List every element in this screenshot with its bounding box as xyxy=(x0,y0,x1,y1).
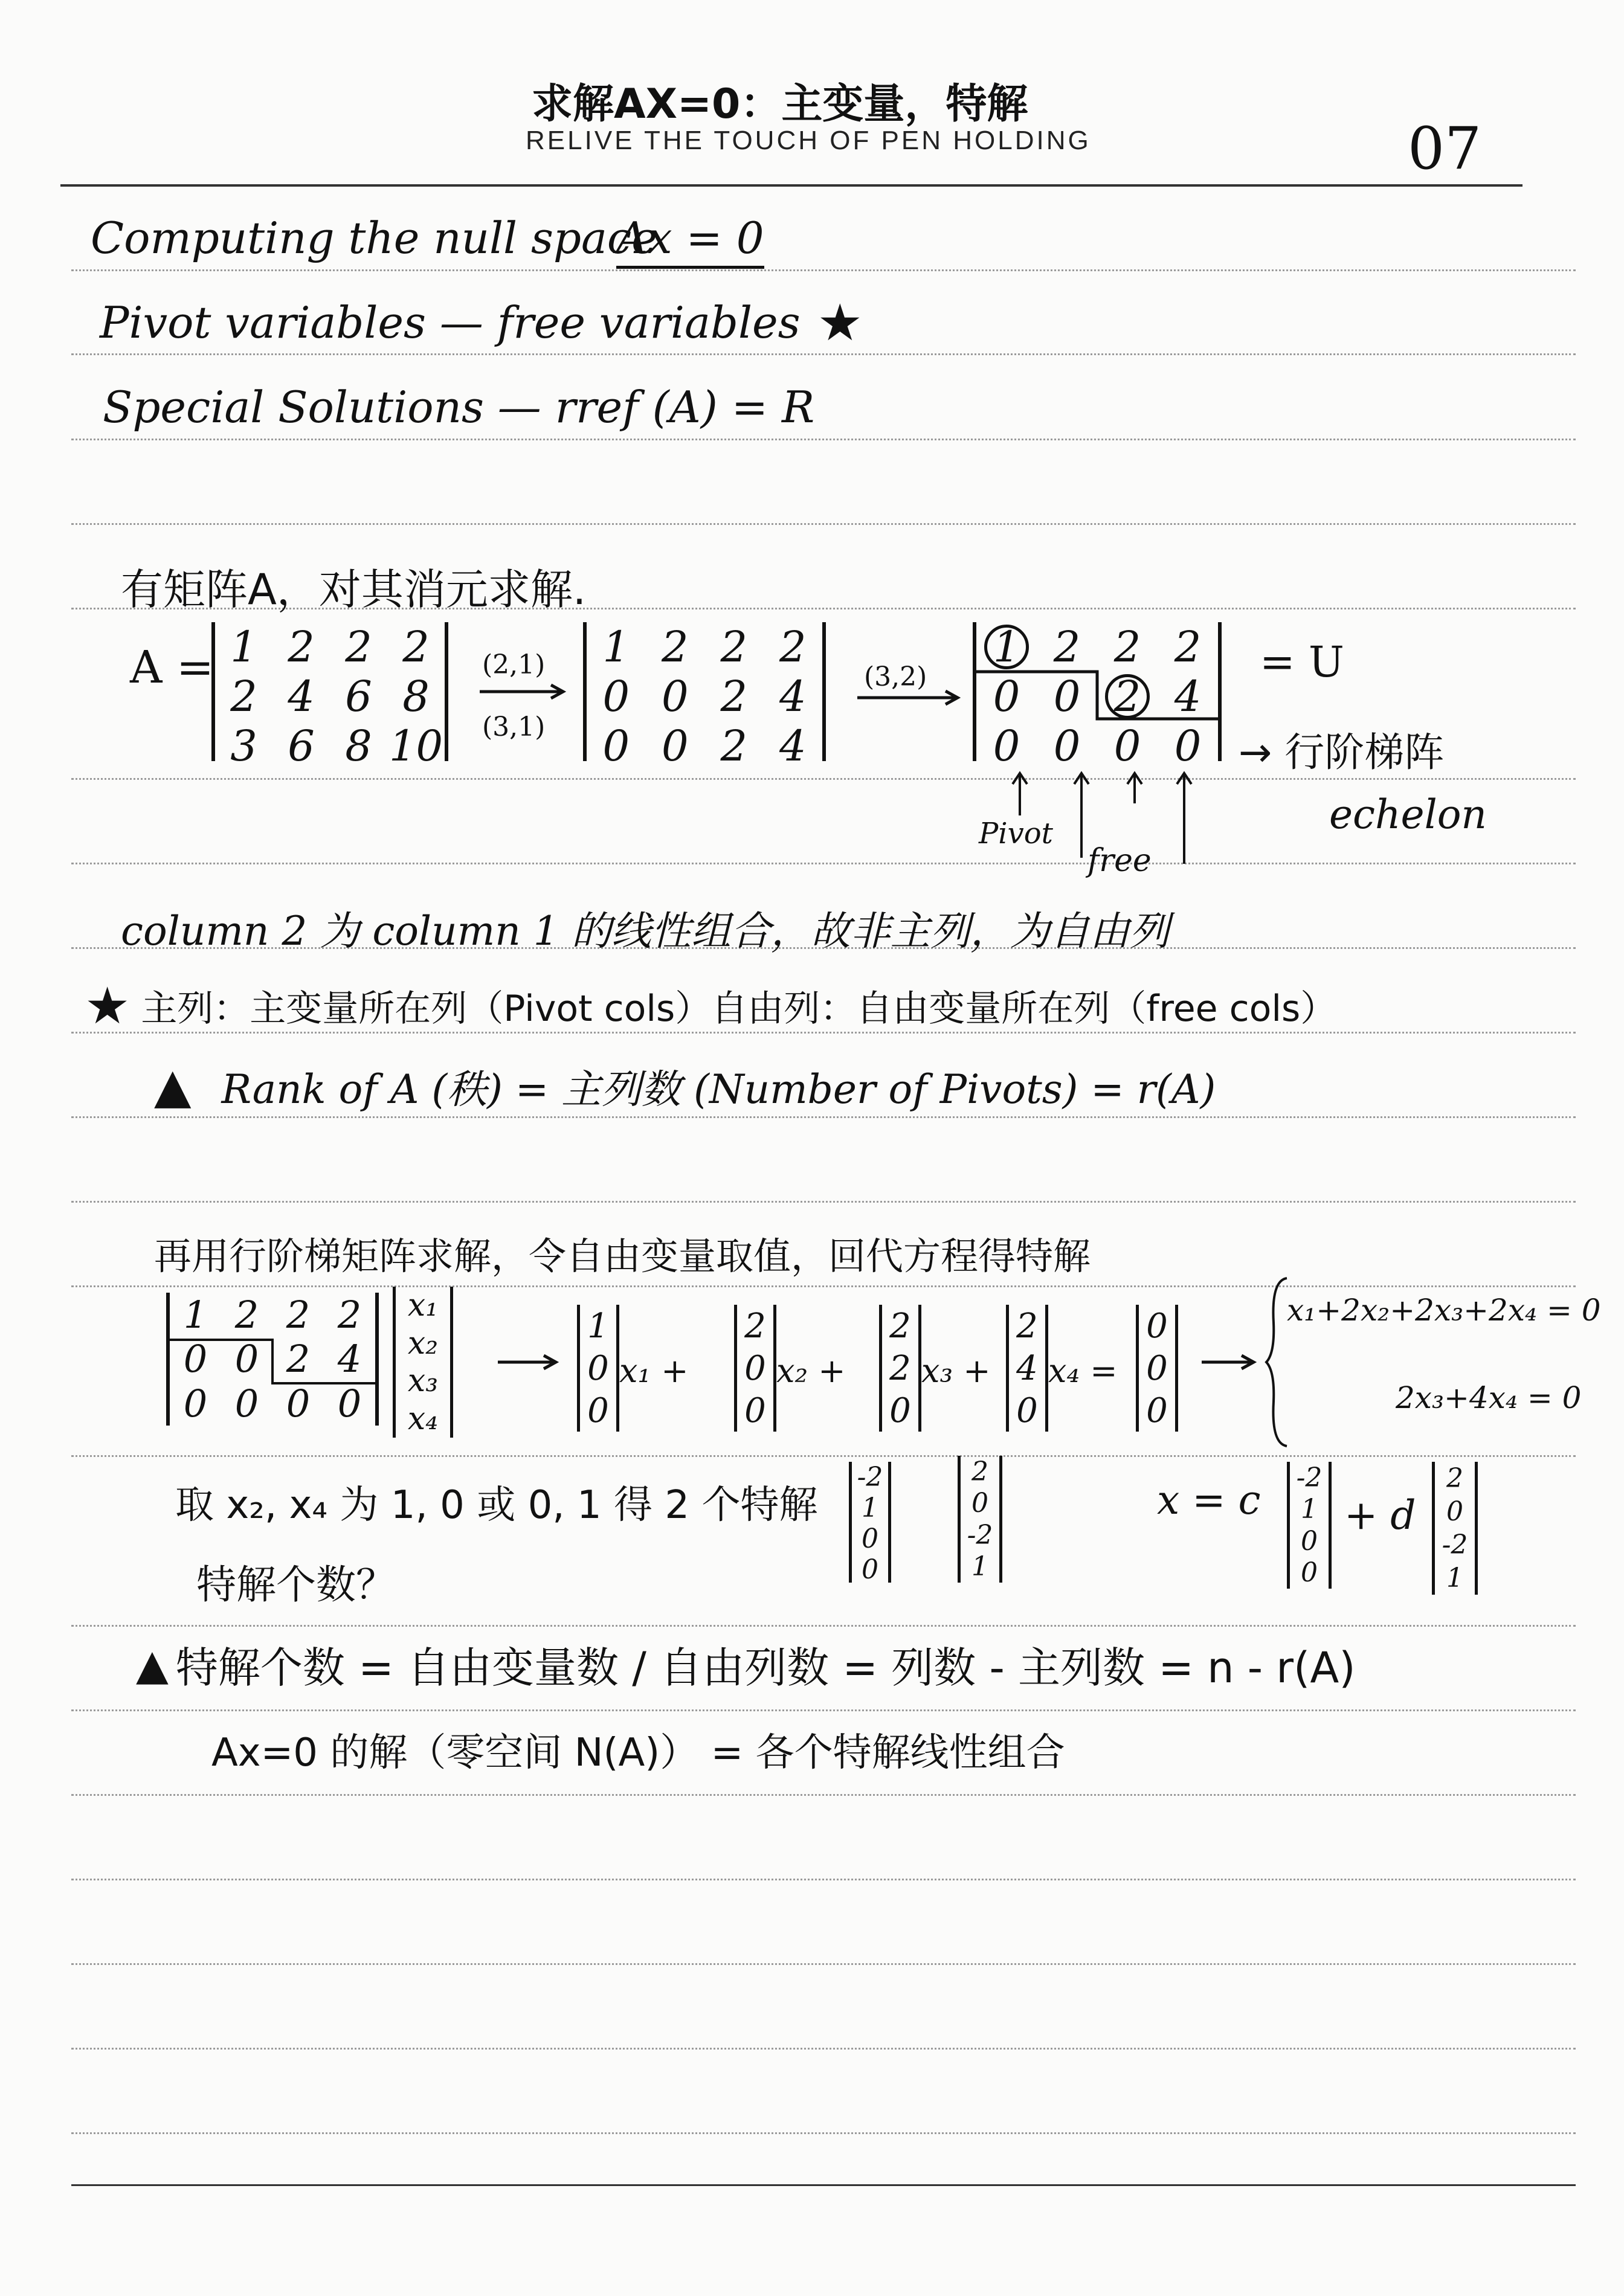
system-equation-2: 2x₃+4x₄ = 0 xyxy=(1396,1380,1582,1415)
topic-computing-null-space: Computing the null space xyxy=(91,213,657,263)
matrix-a xyxy=(211,622,448,771)
special-solution-count-rule xyxy=(136,1634,1356,1695)
matrix-a-cell: 8 xyxy=(402,672,430,721)
column-variable-label: x₄ = xyxy=(1048,1352,1118,1390)
matrix-a-cell: 2 xyxy=(345,622,372,672)
vector-entry: 0 xyxy=(889,1391,911,1430)
general-solution-vector-2 xyxy=(1432,1462,1478,1595)
vector-entry: 4 xyxy=(1016,1348,1038,1388)
system-equation-1: x₁+2x₂+2x₃+2x₄ = 0 xyxy=(1287,1293,1601,1328)
matrix-u-cell: 0 xyxy=(1053,672,1081,721)
right-arrow-icon xyxy=(855,689,964,707)
right-arrow-icon xyxy=(1199,1353,1260,1371)
vector-entry: 2 xyxy=(1016,1306,1038,1346)
vector-entry: 0 xyxy=(1146,1348,1168,1388)
notebook-brand-subtitle: RELIVE THE TOUCH OF PEN HOLDING xyxy=(526,126,1091,155)
u-cell: 0 xyxy=(183,1381,208,1426)
matrix-after-step1 xyxy=(583,622,826,771)
unknown-vector xyxy=(393,1287,453,1438)
u-cell: 2 xyxy=(286,1337,311,1381)
triangle-icon: ▲ xyxy=(136,1639,169,1690)
matrix-u-echelon xyxy=(973,622,1222,771)
star-icon: ★ xyxy=(85,976,130,1035)
general-solution-vector-1 xyxy=(1287,1462,1332,1589)
u-cell: 0 xyxy=(234,1337,259,1381)
null-space-statement: Ax=0 的解（零空间 N(A)） = 各个特解线性组合 xyxy=(211,1731,1065,1775)
vector-entry: 2 xyxy=(744,1306,766,1346)
matrix-b-cell: 1 xyxy=(602,622,630,672)
matrix-u-cell: 0 xyxy=(1174,721,1202,771)
u-cell: 1 xyxy=(183,1293,208,1337)
solution-entry: 0 xyxy=(862,1554,878,1585)
pivot-free-definition xyxy=(85,976,1337,1035)
solution-entry: 0 xyxy=(1446,1496,1463,1527)
vector-entry: 0 xyxy=(1146,1306,1168,1346)
solution-entry: -2 xyxy=(967,1519,993,1551)
solution-entry: -2 xyxy=(1296,1462,1323,1493)
general-solution-x-eq: x = c xyxy=(1157,1477,1261,1523)
back-substitution-intro: 再用行阶梯矩阵求解，令自由变量取值，回代方程得特解 xyxy=(154,1234,1091,1278)
echelon-cn-label: → 行阶梯阵 xyxy=(1239,729,1445,776)
matrix-u-cell: 0 xyxy=(1113,721,1141,771)
matrix-u-cell: 0 xyxy=(1053,721,1081,771)
topic-equation-text: Ax = 0 xyxy=(616,213,764,263)
matrix-b-cell: 2 xyxy=(720,672,748,721)
column-vector-1 xyxy=(577,1305,619,1432)
vector-entry: 0 xyxy=(744,1391,766,1430)
pivot-cell: 1 xyxy=(984,625,1029,669)
triangle-icon: ▲ xyxy=(154,1057,192,1114)
vector-entry: 0 xyxy=(587,1391,609,1430)
unknown-entry: x₂ xyxy=(407,1325,439,1362)
topic-special-solutions: Special Solutions — rref (A) = R xyxy=(103,382,815,433)
header-divider xyxy=(60,184,1522,187)
special-solution-2 xyxy=(958,1456,1002,1583)
matrix-a-cell: 2 xyxy=(402,622,430,672)
unknown-entry: x₃ xyxy=(407,1363,439,1400)
topic-pivot-free-variables: Pivot variables — free variables xyxy=(100,297,801,348)
matrix-a-cell: 1 xyxy=(230,622,257,672)
u-cell: 0 xyxy=(183,1337,208,1381)
equals-u-label: = U xyxy=(1260,637,1344,687)
u-cell: 0 xyxy=(337,1381,362,1426)
u-cell: 2 xyxy=(337,1293,362,1337)
solution-entry: 0 xyxy=(1301,1557,1318,1589)
matrix-u-cell: 2 xyxy=(1113,622,1141,672)
solution-entry: 1 xyxy=(1446,1563,1463,1593)
column-variable-label: x₂ + xyxy=(776,1352,846,1390)
matrix-b-cell: 0 xyxy=(661,721,689,771)
topic-equation-ax0 xyxy=(616,213,764,269)
column-vector-4 xyxy=(1006,1305,1048,1432)
u-cell: 4 xyxy=(337,1337,362,1381)
elimination-step-32: (3,2) xyxy=(864,661,927,692)
u-cell: 0 xyxy=(286,1381,311,1426)
right-arrow-icon xyxy=(477,683,568,701)
u-cell: 0 xyxy=(234,1381,259,1426)
matrix-a-cell: 8 xyxy=(345,721,372,771)
vector-entry: 1 xyxy=(587,1306,609,1346)
vector-entry: 0 xyxy=(1146,1391,1168,1430)
matrix-a-cell: 4 xyxy=(288,672,315,721)
special-solution-count-question: 特解个数？ xyxy=(196,1561,396,1608)
matrix-b-cell: 2 xyxy=(720,622,748,672)
column-vector-2 xyxy=(734,1305,776,1432)
solution-entry: 1 xyxy=(862,1493,878,1523)
unknown-entry: x₁ xyxy=(407,1287,439,1324)
matrix-a-cell: 6 xyxy=(345,672,372,721)
matrix-a-cell: 10 xyxy=(388,721,443,771)
vector-entry: 0 xyxy=(1016,1391,1038,1430)
page-number: 07 xyxy=(1408,115,1482,182)
vector-entry: 0 xyxy=(744,1348,766,1388)
general-solution-plus-d: + d xyxy=(1344,1492,1416,1539)
unknown-entry: x₄ xyxy=(407,1400,439,1437)
u-cell: 2 xyxy=(286,1293,311,1337)
solution-entry: 0 xyxy=(971,1488,988,1519)
matrix-a-cell: 3 xyxy=(230,721,257,771)
topic-pivot-free-line xyxy=(100,293,863,352)
solution-entry: 2 xyxy=(1446,1463,1463,1494)
back-sub-matrix-u xyxy=(166,1293,379,1426)
matrix-u-cell: 2 xyxy=(1174,622,1202,672)
star-icon: ★ xyxy=(817,293,863,352)
pivot-cell: 2 xyxy=(1105,674,1150,719)
u-cell: 2 xyxy=(234,1293,259,1337)
matrix-b-cell: 2 xyxy=(661,622,689,672)
column-vector-3 xyxy=(879,1305,921,1432)
column-combination-note: column 2 为 column 1 的线性组合，故非主列，为自由列 xyxy=(121,908,1170,954)
vector-entry: 0 xyxy=(587,1348,609,1388)
free-column-label: free xyxy=(1088,843,1152,879)
matrix-b-cell: 0 xyxy=(602,672,630,721)
vector-entry: 2 xyxy=(889,1306,911,1346)
right-arrow-icon xyxy=(495,1353,562,1371)
matrix-u-cell: 4 xyxy=(1174,672,1202,721)
elimination-step-21: (2,1) xyxy=(482,649,546,680)
echelon-en-label: echelon xyxy=(1329,791,1487,838)
solution-entry: 0 xyxy=(862,1523,878,1554)
rank-definition xyxy=(154,1057,1216,1114)
echelon-staircase xyxy=(170,1293,375,1426)
matrix-u-cell: 0 xyxy=(993,672,1020,721)
column-variable-label: x₁ + xyxy=(619,1352,689,1390)
rank-definition-text: Rank of A (秩) = 主列数 (Number of Pivots) = r(A) xyxy=(221,1066,1216,1113)
vector-entry: 2 xyxy=(889,1348,911,1388)
elimination-intro: 有矩阵A，对其消元求解. xyxy=(121,565,587,614)
pivot-column-label: Pivot xyxy=(979,817,1053,851)
solution-entry: 2 xyxy=(971,1456,988,1487)
special-solution-count-rule-text: 特解个数 = 自由变量数 / 自由列数 = 列数 - 主列数 = n - r(A) xyxy=(175,1643,1356,1693)
elimination-step-31: (3,1) xyxy=(482,712,546,742)
pivot-free-definition-text: 主列：主变量所在列（Pivot cols）自由列：自由变量所在列（free cols） xyxy=(141,988,1337,1030)
matrix-b-cell: 0 xyxy=(602,721,630,771)
matrix-a-cell: 2 xyxy=(288,622,315,672)
column-variable-label: x₃ + xyxy=(921,1352,991,1390)
matrix-b-cell: 2 xyxy=(720,721,748,771)
solution-entry: 1 xyxy=(971,1551,988,1583)
matrix-a-label: A = xyxy=(130,642,214,693)
solution-entry: 0 xyxy=(1301,1525,1318,1557)
matrix-a-cell: 2 xyxy=(230,672,257,721)
matrix-u-cell: 2 xyxy=(1053,622,1081,672)
page-title: 求解AX=0：主变量，特解 xyxy=(532,80,1028,128)
matrix-b-cell: 0 xyxy=(661,672,689,721)
zero-vector xyxy=(1136,1305,1178,1432)
matrix-a-cell: 6 xyxy=(288,721,315,771)
echelon-staircase xyxy=(976,622,1218,761)
matrix-b-cell: 2 xyxy=(779,622,807,672)
special-solution-1 xyxy=(849,1462,891,1583)
solution-entry: 1 xyxy=(1301,1494,1318,1525)
matrix-b-cell: 4 xyxy=(779,672,807,721)
matrix-b-cell: 4 xyxy=(779,721,807,771)
take-free-values: 取 x₂, x₄ 为 1, 0 或 0, 1 得 2 个特解 xyxy=(175,1483,818,1528)
solution-entry: -2 xyxy=(857,1462,883,1493)
solution-entry: -2 xyxy=(1442,1529,1468,1560)
matrix-u-cell: 0 xyxy=(993,721,1020,771)
